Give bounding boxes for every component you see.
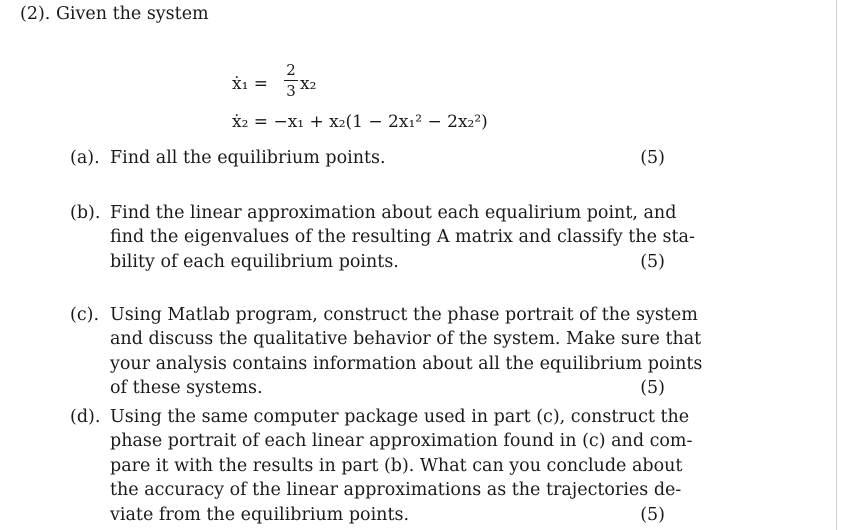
part-b-points: (5) xyxy=(640,251,665,272)
part-d-body xyxy=(110,405,693,527)
part-b-line-2: find the eigenvalues of the resulting A matrix and classify the sta- xyxy=(110,227,695,248)
part-d-points: (5) xyxy=(640,504,665,525)
part-b-label: (b). xyxy=(70,203,101,223)
fraction-denominator: 3 xyxy=(286,82,296,100)
part-d-line-2: phase portrait of each linear approximation found in (c) and com- xyxy=(110,431,693,452)
equation-1-rhs: x₂ xyxy=(300,74,317,94)
part-d-line-3: pare it with the results in part (b). What can you conclude about xyxy=(110,455,683,476)
part-d-line-5 xyxy=(110,503,665,527)
equation-1-lhs: ẋ₁ = xyxy=(232,74,269,94)
part-c-line-3: your analysis contains information about all the equilibrium points xyxy=(110,353,703,374)
part-c-line-2: and discuss the qualitative behavior of the system. Make sure that xyxy=(110,329,702,350)
part-c-line-4 xyxy=(110,376,665,400)
part-c-line-4-text: of these systems. xyxy=(110,378,263,399)
part-b-line-3 xyxy=(110,250,665,274)
part-b-line-3-text: bility of each equilibrium points. xyxy=(110,251,399,272)
part-d-label: (d). xyxy=(70,407,101,427)
page-edge-divider xyxy=(836,0,837,530)
part-a-body xyxy=(110,146,665,170)
part-b-body xyxy=(110,201,695,274)
part-d-line-4: the accuracy of the linear approximations as the trajectories de- xyxy=(110,480,682,501)
fraction-numerator: 2 xyxy=(286,61,296,79)
part-c-label: (c). xyxy=(70,305,100,325)
part-a-label: (a). xyxy=(70,148,100,168)
part-a-line-1: Find all the equilibrium points. xyxy=(110,148,386,168)
problem-intro: Given the system xyxy=(55,4,209,24)
problem-header xyxy=(20,4,209,24)
equation-2: ẋ₂ = −x₁ + x₂(1 − 2x₁² − 2x₂²) xyxy=(232,112,488,132)
equation-1-fraction xyxy=(284,62,298,99)
part-c-body xyxy=(110,303,703,401)
part-c-line-1: Using Matlab program, construct the phase portrait of the system xyxy=(110,305,698,325)
fraction-bar xyxy=(284,80,298,81)
problem-number: (2). xyxy=(20,4,51,24)
part-c-points: (5) xyxy=(640,378,665,399)
part-a-points: (5) xyxy=(640,148,665,168)
part-d-line-1: Using the same computer package used in part (c), construct the xyxy=(110,407,690,427)
part-b-line-1: Find the linear approximation about each equalirium point, and xyxy=(110,203,677,223)
part-d-line-5-text: viate from the equilibrium points. xyxy=(110,504,410,525)
